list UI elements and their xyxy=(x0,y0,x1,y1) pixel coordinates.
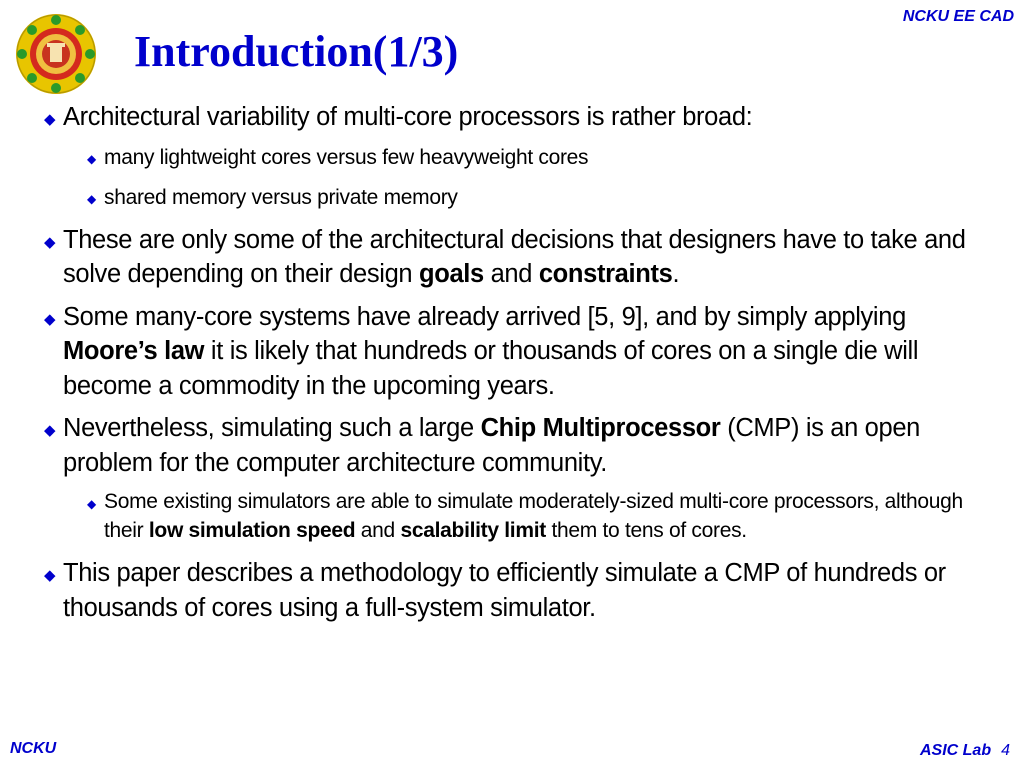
bullet-bold-term: constraints xyxy=(538,260,673,288)
sub-bullet-text: shared memory versus private memory xyxy=(104,185,458,209)
page-number: 4 xyxy=(1001,742,1010,759)
diamond-bullet-icon: ◆ xyxy=(44,111,56,128)
bullet-architectural-variability xyxy=(44,100,994,135)
bullet-text: Architectural variability of multi-core processors is rather broad: xyxy=(63,103,753,131)
bullet-text-part: Nevertheless, simulating such a large xyxy=(63,414,481,442)
sub-bullet-bold-term: low simulation speed xyxy=(148,518,356,542)
bullet-text-part: . xyxy=(672,260,680,288)
bullet-text-part: These are only some of the architectural decisions that designers have to take and solve depending on their design xyxy=(63,225,966,288)
sub-bullet-existing-simulators xyxy=(87,488,994,545)
diamond-bullet-icon: ◆ xyxy=(44,422,56,439)
sub-bullet-text-part: them to tens of cores. xyxy=(545,518,747,542)
sub-bullet-lightweight-cores xyxy=(87,143,994,172)
footer-lab-label: ASIC Lab xyxy=(919,742,992,759)
bullet-text: This paper describes a methodology to efficiently simulate a CMP of hundreds or thousands of cores using a full-system simulator. xyxy=(63,559,946,622)
bullet-bold-term: Chip Multiprocessor xyxy=(480,414,721,442)
footer-right xyxy=(920,742,1010,760)
diamond-bullet-icon: ◆ xyxy=(87,151,96,166)
diamond-bullet-icon: ◆ xyxy=(44,233,56,251)
bullet-simulating-cmp xyxy=(44,411,994,480)
sub-bullet-bold-term: scalability limit xyxy=(400,518,546,542)
bullet-text-part: (CMP) is an open problem for the computer architecture community. xyxy=(63,414,920,477)
bullet-text-part: and xyxy=(483,260,539,288)
header-org-label: NCKU EE CAD xyxy=(902,8,1014,25)
ncku-emblem-logo xyxy=(14,12,98,96)
diamond-bullet-icon: ◆ xyxy=(87,191,96,206)
sub-bullet-text-part: Some existing simulators are able to simulate moderately-sized multi-core processors, although their xyxy=(104,490,963,542)
bullet-text-part: Some many-core systems have already arrived [5, 9], and by simply applying xyxy=(63,302,906,331)
bullet-bold-term: goals xyxy=(419,260,484,288)
footer-ncku-label: NCKU xyxy=(10,740,57,757)
bullet-architectural-decisions xyxy=(44,223,994,292)
bullet-text-part: it is likely that hundreds or thousands of cores on a single die will become a commodity in the upcoming years. xyxy=(63,337,919,400)
diamond-bullet-icon: ◆ xyxy=(44,567,56,584)
bullet-bold-term: Moore’s law xyxy=(63,337,205,365)
bullet-many-core-systems xyxy=(44,300,994,404)
sub-bullet-shared-memory xyxy=(87,183,994,212)
bullet-methodology xyxy=(44,556,994,625)
slide-title: Introduction(1/3) xyxy=(134,27,459,76)
sub-bullet-text-part: and xyxy=(355,518,401,542)
sub-bullet-text: many lightweight cores versus few heavyweight cores xyxy=(104,145,589,169)
diamond-bullet-icon: ◆ xyxy=(44,310,56,328)
slide-content xyxy=(44,100,994,633)
diamond-bullet-icon: ◆ xyxy=(87,497,96,511)
